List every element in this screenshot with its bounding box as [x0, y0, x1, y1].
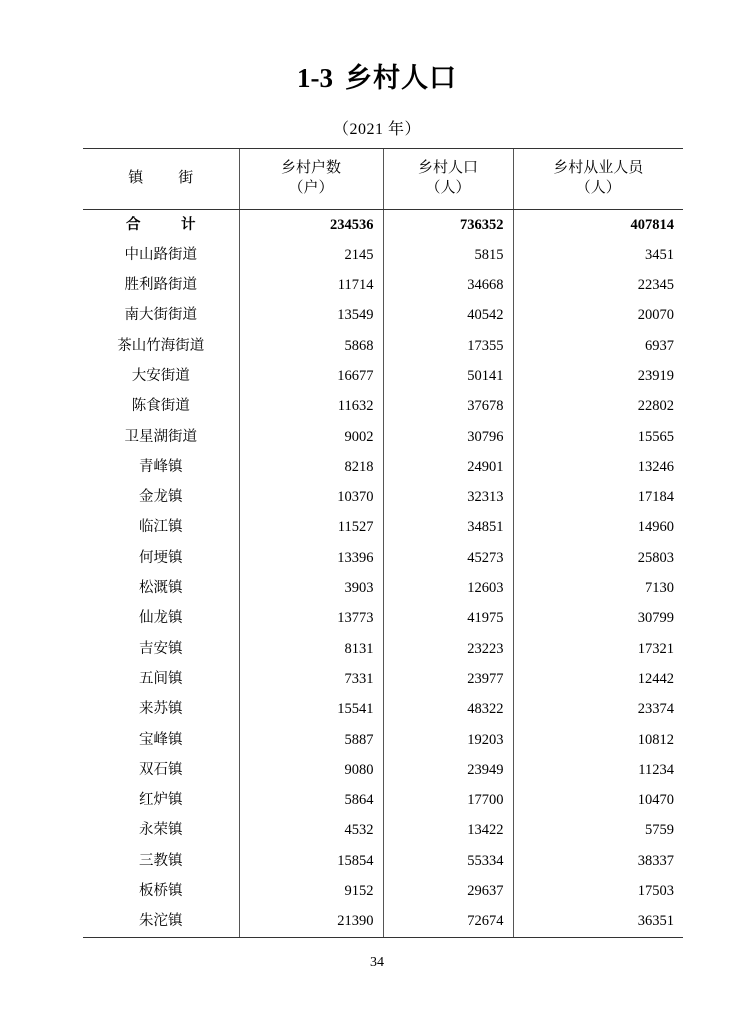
cell-households: 5887: [239, 725, 383, 755]
cell-population: 41975: [383, 603, 513, 633]
cell-town-name: 金龙镇: [139, 489, 183, 506]
table-row: [83, 846, 683, 876]
table-row: [83, 391, 683, 421]
title-block: [0, 0, 754, 139]
cell-employed: 10812: [513, 725, 683, 755]
table-row: [83, 785, 683, 815]
cell-population: 23223: [383, 634, 513, 664]
cell-population: 23977: [383, 664, 513, 694]
cell-town-name: 青峰镇: [139, 458, 183, 475]
cell-employed: 17184: [513, 482, 683, 512]
cell-population: 55334: [383, 846, 513, 876]
table-row: [83, 694, 683, 724]
cell-population: 34668: [383, 270, 513, 300]
cell-town-name: 松溉镇: [139, 580, 183, 597]
table-row: [83, 240, 683, 270]
table-row: [83, 755, 683, 785]
table-row: [83, 573, 683, 603]
cell-households: 16677: [239, 361, 383, 391]
cell-town-name: 仙龙镇: [139, 610, 183, 627]
cell-households: 13396: [239, 543, 383, 573]
column-header-population: [383, 149, 513, 210]
cell-population: 23949: [383, 755, 513, 785]
table-header-row: [83, 149, 683, 210]
column-header-population-line1: 乡村人口: [417, 160, 478, 176]
cell-population: 736352: [383, 209, 513, 240]
table-row: [83, 300, 683, 330]
cell-households: 21390: [239, 906, 383, 937]
column-header-town: [83, 149, 239, 210]
cell-households: 9152: [239, 876, 383, 906]
cell-households: 9080: [239, 755, 383, 785]
cell-households: 8131: [239, 634, 383, 664]
cell-population: 12603: [383, 573, 513, 603]
cell-population: 40542: [383, 300, 513, 330]
cell-employed: 36351: [513, 906, 683, 937]
cell-town-name: 胜利路街道: [124, 277, 197, 294]
cell-population: 30796: [383, 422, 513, 452]
cell-employed: 17321: [513, 634, 683, 664]
cell-town-name: 宝峰镇: [139, 731, 183, 748]
table-row: [83, 209, 683, 240]
table-row: [83, 482, 683, 512]
cell-population: 29637: [383, 876, 513, 906]
column-header-households: [239, 149, 383, 210]
table-row: [83, 452, 683, 482]
column-header-employed-line1: 乡村从业人员: [553, 160, 644, 176]
cell-households: 5868: [239, 331, 383, 361]
cell-households: 15854: [239, 846, 383, 876]
cell-population: 34851: [383, 512, 513, 542]
cell-employed: 13246: [513, 452, 683, 482]
cell-employed: 7130: [513, 573, 683, 603]
cell-households: 8218: [239, 452, 383, 482]
table-row: [83, 512, 683, 542]
cell-households: 7331: [239, 664, 383, 694]
cell-employed: 20070: [513, 300, 683, 330]
cell-households: 13549: [239, 300, 383, 330]
cell-town-name: 卫星湖街道: [124, 428, 197, 445]
cell-employed: 38337: [513, 846, 683, 876]
table-row: [83, 270, 683, 300]
cell-town-name: 吉安镇: [139, 640, 183, 657]
cell-population: 32313: [383, 482, 513, 512]
cell-town-name: 陈食街道: [131, 398, 190, 415]
cell-households: 3903: [239, 573, 383, 603]
cell-employed: 10470: [513, 785, 683, 815]
cell-households: 11632: [239, 391, 383, 421]
cell-population: 17700: [383, 785, 513, 815]
table-row: [83, 725, 683, 755]
cell-employed: 3451: [513, 240, 683, 270]
cell-population: 24901: [383, 452, 513, 482]
cell-population: 13422: [383, 815, 513, 845]
rural-population-table: [83, 148, 683, 938]
cell-employed: 22802: [513, 391, 683, 421]
cell-households: 13773: [239, 603, 383, 633]
cell-population: 19203: [383, 725, 513, 755]
cell-town-name: 何埂镇: [139, 549, 183, 566]
cell-town-name: 中山路街道: [124, 246, 197, 263]
statistics-table-container: [83, 148, 683, 938]
cell-employed: 407814: [513, 209, 683, 240]
table-row: [83, 331, 683, 361]
column-header-households-line2: （户）: [288, 180, 334, 197]
table-row: [83, 906, 683, 937]
cell-households: 11527: [239, 512, 383, 542]
cell-employed: 6937: [513, 331, 683, 361]
title-text: 乡村人口: [345, 63, 457, 93]
cell-town-name: 板桥镇: [139, 883, 183, 900]
cell-town-name: 永荣镇: [139, 822, 183, 839]
cell-households: 2145: [239, 240, 383, 270]
cell-households: 5864: [239, 785, 383, 815]
page-subtitle: （2021 年）: [332, 121, 421, 139]
cell-town-name: 合 计: [126, 216, 209, 233]
cell-employed: 11234: [513, 755, 683, 785]
table-row: [83, 603, 683, 633]
cell-households: 10370: [239, 482, 383, 512]
table-row: [83, 815, 683, 845]
table-header: [83, 149, 683, 210]
cell-town-name: 朱沱镇: [83, 906, 239, 937]
column-header-town-line1: 镇 街: [128, 170, 204, 187]
cell-town-name: 南大街街道: [124, 307, 197, 324]
cell-households: 15541: [239, 694, 383, 724]
cell-employed: 12442: [513, 664, 683, 694]
column-header-employed: [513, 149, 683, 210]
cell-town-name: 大安街道: [131, 367, 190, 384]
cell-population: 48322: [383, 694, 513, 724]
cell-employed: 17503: [513, 876, 683, 906]
page-number: 34: [370, 955, 384, 970]
table-row: [83, 422, 683, 452]
cell-employed: 23374: [513, 694, 683, 724]
cell-households: 9002: [239, 422, 383, 452]
cell-households: 4532: [239, 815, 383, 845]
cell-town-name: 茶山竹海街道: [117, 337, 205, 354]
column-header-population-line2: （人）: [425, 180, 471, 197]
cell-population: 50141: [383, 361, 513, 391]
cell-town-name: 五间镇: [139, 670, 183, 687]
table-row: [83, 876, 683, 906]
cell-population: 5815: [383, 240, 513, 270]
column-header-employed-line2: （人）: [575, 180, 621, 197]
cell-population: 72674: [383, 906, 513, 937]
cell-employed: 14960: [513, 512, 683, 542]
title-number: 1-3: [297, 63, 333, 93]
cell-households: 11714: [239, 270, 383, 300]
cell-town-name: 双石镇: [139, 761, 183, 778]
table-row: [83, 543, 683, 573]
cell-town-name: 三教镇: [139, 852, 183, 869]
cell-town-name: 红炉镇: [139, 792, 183, 809]
cell-town-name: 来苏镇: [139, 701, 183, 718]
cell-employed: 25803: [513, 543, 683, 573]
cell-employed: 15565: [513, 422, 683, 452]
cell-employed: 30799: [513, 603, 683, 633]
cell-population: 17355: [383, 331, 513, 361]
cell-employed: 5759: [513, 815, 683, 845]
table-row: [83, 361, 683, 391]
cell-population: 37678: [383, 391, 513, 421]
cell-town-name: 临江镇: [139, 519, 183, 536]
cell-employed: 23919: [513, 361, 683, 391]
table-body: [83, 209, 683, 937]
column-header-households-line1: 乡村户数: [280, 160, 341, 176]
page-title: [0, 62, 754, 94]
table-row: [83, 664, 683, 694]
cell-population: 45273: [383, 543, 513, 573]
table-row: [83, 634, 683, 664]
cell-households: 234536: [239, 209, 383, 240]
cell-employed: 22345: [513, 270, 683, 300]
